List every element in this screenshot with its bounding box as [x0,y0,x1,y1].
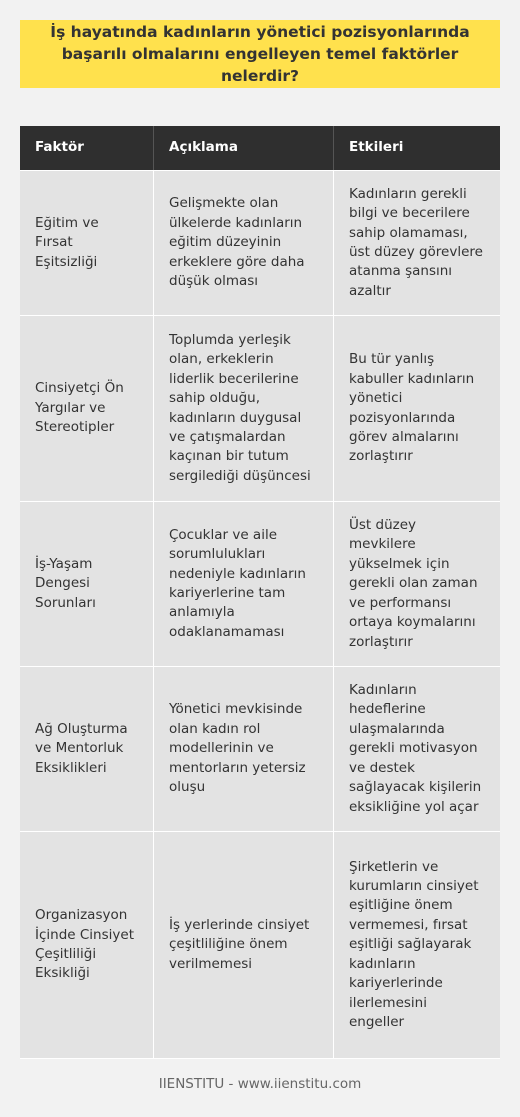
description-cell: Gelişmekte olan ülkelerde kadınların eğitim düzeyinin erkeklere göre daha düşük olması [153,171,333,315]
factor-cell: Cinsiyetçi Ön Yargılar ve Stereotipler [35,380,124,436]
header-factor: Faktör [35,139,84,156]
table-row [20,316,500,502]
effects-cell: Üst düzey mevkilere yükselmek için gerekli olan zaman ve performansı ortaya koymalarını zorlaştırır [333,502,500,666]
effects-cell: Kadınların hedeflerine ulaşmalarında gerekli motivasyon ve destek sağlayacak kişilerin eksikliğine yol açar [333,667,500,831]
effects-cell: Kadınların gerekli bilgi ve becerilere sahip olamaması, üst düzey görevlere atanma şansını azaltır [333,171,500,315]
footer-credit: IIENSTITU - www.iienstitu.com [158,1076,362,1092]
header-description: Açıklama [153,126,333,170]
table-row [20,832,500,1059]
factors-table [20,126,500,1059]
factor-cell: Eğitim ve Fırsat Eşitsizliği [35,214,99,270]
table-row [20,667,500,832]
factor-cell: Ağ Oluşturma ve Mentorluk Eksiklikleri [35,720,128,776]
page-title: İş hayatında kadınların yönetici pozisyonlarında başarılı olmalarını engelleyen temel faktörler nelerdir? [50,23,470,85]
description-cell: Yönetici mevkisinde olan kadın rol modellerinin ve mentorların yetersiz oluşu [153,667,333,831]
title-banner [20,20,500,88]
table-row [20,502,500,667]
description-cell: Toplumda yerleşik olan, erkeklerin liderlik becerilerine sahip olduğu, kadınların duygusal ve çatışmalardan kaçınan bir tutum sergilediği düşüncesi [153,316,333,501]
effects-cell: Şirketlerin ve kurumların cinsiyet eşitliğine önem vermemesi, fırsat eşitliği sağlayarak kadınların kariyerlerinde ilerlemesini engeller [333,832,500,1058]
description-cell: Çocuklar ve aile sorumlulukları nedeniyle kadınların kariyerlerine tam anlamıyla odaklanamaması [153,502,333,666]
factor-cell: İş-Yaşam Dengesi Sorunları [35,555,96,611]
table-header-row [20,126,500,171]
description-cell: İş yerlerinde cinsiyet çeşitliliğine önem verilmemesi [153,832,333,1058]
factor-cell: Organizasyon İçinde Cinsiyet Çeşitliliği Eksikliği [35,907,134,982]
header-effects: Etkileri [333,126,500,170]
table-row [20,171,500,316]
effects-cell: Bu tür yanlış kabuller kadınların yönetici pozisyonlarında görev almalarını zorlaştırır [333,316,500,501]
